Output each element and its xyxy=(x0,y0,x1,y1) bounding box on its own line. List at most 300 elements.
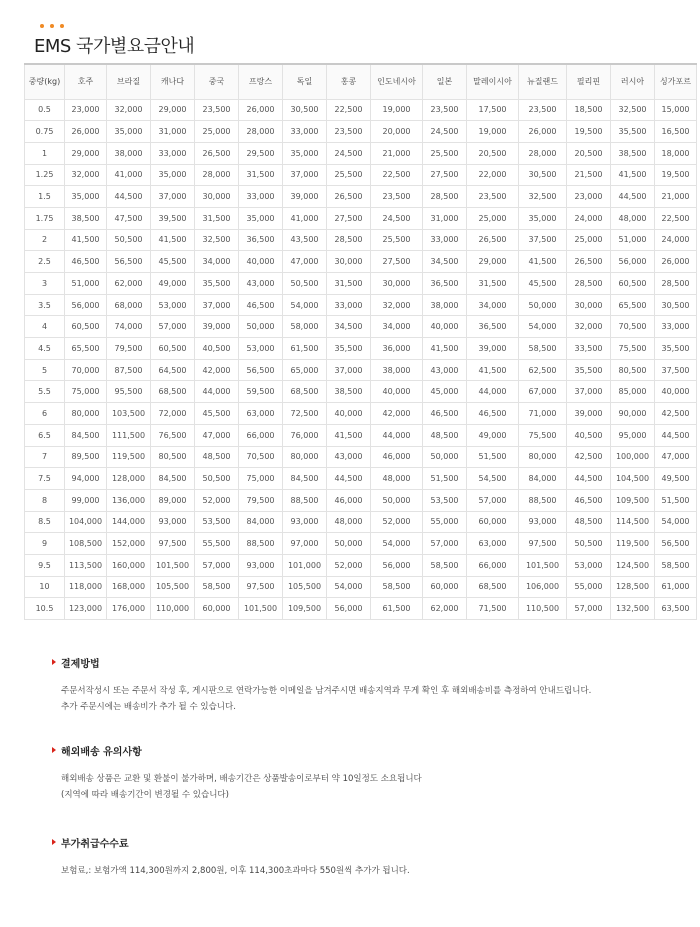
rate-cell: 55,000 xyxy=(423,511,467,533)
rate-cell: 41,500 xyxy=(519,251,567,273)
weight-cell: 6.5 xyxy=(25,424,65,446)
rate-cell: 106,000 xyxy=(519,576,567,598)
section-body xyxy=(61,771,422,803)
weight-cell: 8.5 xyxy=(25,511,65,533)
column-header-weight: 중량(kg) xyxy=(25,64,65,99)
rate-cell: 35,000 xyxy=(519,207,567,229)
rate-cell: 41,500 xyxy=(611,164,655,186)
rate-cell: 17,500 xyxy=(467,99,519,121)
rate-cell: 88,500 xyxy=(283,489,327,511)
rate-cell: 37,500 xyxy=(655,359,697,381)
rate-cell: 128,000 xyxy=(107,468,151,490)
rate-cell: 58,000 xyxy=(283,316,327,338)
rate-cell: 62,000 xyxy=(107,273,151,295)
column-header-country: 싱가포르 xyxy=(655,64,697,99)
rate-cell: 68,500 xyxy=(283,381,327,403)
rate-cell: 56,500 xyxy=(107,251,151,273)
rate-cell: 41,500 xyxy=(467,359,519,381)
rate-cell: 68,500 xyxy=(151,381,195,403)
rate-cell: 40,000 xyxy=(239,251,283,273)
rate-cell: 41,500 xyxy=(151,229,195,251)
rate-cell: 38,500 xyxy=(65,207,107,229)
rate-cell: 33,000 xyxy=(239,186,283,208)
rate-cell: 168,000 xyxy=(107,576,151,598)
rate-cell: 44,500 xyxy=(567,468,611,490)
table-row xyxy=(25,316,697,338)
rate-cell: 29,000 xyxy=(65,142,107,164)
rate-cell: 119,500 xyxy=(107,446,151,468)
weight-cell: 5 xyxy=(25,359,65,381)
rate-cell: 31,000 xyxy=(151,121,195,143)
rate-cell: 47,000 xyxy=(283,251,327,273)
table-row xyxy=(25,294,697,316)
rate-cell: 33,000 xyxy=(327,294,371,316)
rate-cell: 47,500 xyxy=(107,207,151,229)
weight-cell: 9 xyxy=(25,533,65,555)
rate-cell: 33,000 xyxy=(283,121,327,143)
section-body xyxy=(61,683,591,715)
rate-cell: 23,500 xyxy=(327,121,371,143)
rate-cell: 45,500 xyxy=(519,273,567,295)
rate-cell: 36,500 xyxy=(423,273,467,295)
weight-cell: 1.25 xyxy=(25,164,65,186)
rate-cell: 26,000 xyxy=(655,251,697,273)
rate-cell: 26,500 xyxy=(467,229,519,251)
rate-cell: 49,500 xyxy=(655,468,697,490)
rate-cell: 28,500 xyxy=(327,229,371,251)
rate-cell: 22,500 xyxy=(327,99,371,121)
rate-cell: 43,000 xyxy=(239,273,283,295)
page-header xyxy=(34,22,194,58)
table-row xyxy=(25,186,697,208)
rate-cell: 30,500 xyxy=(655,294,697,316)
rate-cell: 50,500 xyxy=(283,273,327,295)
rate-cell: 74,000 xyxy=(107,316,151,338)
rate-cell: 58,500 xyxy=(195,576,239,598)
table-row xyxy=(25,338,697,360)
rate-cell: 114,500 xyxy=(611,511,655,533)
rate-cell: 35,500 xyxy=(567,359,611,381)
table-row xyxy=(25,381,697,403)
column-header-country: 뉴질랜드 xyxy=(519,64,567,99)
rate-cell: 60,000 xyxy=(467,511,519,533)
rate-cell: 70,500 xyxy=(611,316,655,338)
rate-cell: 79,500 xyxy=(239,489,283,511)
table-row xyxy=(25,446,697,468)
rate-cell: 57,000 xyxy=(567,598,611,620)
rate-cell: 25,500 xyxy=(371,229,423,251)
rate-cell: 28,500 xyxy=(655,273,697,295)
section-payment xyxy=(52,655,591,715)
dot-icon xyxy=(40,24,44,28)
weight-cell: 0.75 xyxy=(25,121,65,143)
arrow-right-icon xyxy=(52,839,56,845)
rate-cell: 104,000 xyxy=(65,511,107,533)
rate-cell: 61,000 xyxy=(655,576,697,598)
rate-cell: 84,000 xyxy=(239,511,283,533)
rate-cell: 39,000 xyxy=(283,186,327,208)
rate-cell: 23,500 xyxy=(423,99,467,121)
rate-cell: 42,000 xyxy=(195,359,239,381)
rate-cell: 109,500 xyxy=(283,598,327,620)
rate-cell: 35,500 xyxy=(327,338,371,360)
rate-cell: 72,500 xyxy=(283,403,327,425)
rate-cell: 36,000 xyxy=(371,338,423,360)
dot-icon xyxy=(50,24,54,28)
rate-cell: 40,500 xyxy=(567,424,611,446)
rate-cell: 80,500 xyxy=(151,446,195,468)
rate-cell: 43,500 xyxy=(283,229,327,251)
rate-cell: 23,500 xyxy=(467,186,519,208)
table-row xyxy=(25,164,697,186)
weight-cell: 6 xyxy=(25,403,65,425)
rate-cell: 31,500 xyxy=(467,273,519,295)
rate-cell: 50,500 xyxy=(107,229,151,251)
rate-cell: 46,000 xyxy=(327,489,371,511)
arrow-right-icon xyxy=(52,747,56,753)
rate-cell: 103,500 xyxy=(107,403,151,425)
rate-cell: 94,000 xyxy=(65,468,107,490)
rate-cell: 39,000 xyxy=(195,316,239,338)
rate-cell: 23,500 xyxy=(519,99,567,121)
rate-cell: 60,500 xyxy=(65,316,107,338)
rate-cell: 43,000 xyxy=(327,446,371,468)
rate-cell: 24,500 xyxy=(327,142,371,164)
rates-table xyxy=(24,63,697,620)
rate-cell: 35,500 xyxy=(195,273,239,295)
weight-cell: 2 xyxy=(25,229,65,251)
table-row xyxy=(25,403,697,425)
rate-cell: 22,500 xyxy=(371,164,423,186)
rate-cell: 24,000 xyxy=(655,229,697,251)
rate-cell: 70,000 xyxy=(65,359,107,381)
weight-cell: 10 xyxy=(25,576,65,598)
rate-cell: 75,500 xyxy=(519,424,567,446)
rate-cell: 113,500 xyxy=(65,554,107,576)
rate-cell: 49,000 xyxy=(467,424,519,446)
section-title: 부가취급수수료 xyxy=(61,838,129,850)
rate-cell: 56,000 xyxy=(611,251,655,273)
weight-cell: 3 xyxy=(25,273,65,295)
rate-cell: 37,000 xyxy=(283,164,327,186)
rate-cell: 44,000 xyxy=(371,424,423,446)
rate-cell: 105,500 xyxy=(283,576,327,598)
rate-cell: 52,000 xyxy=(371,511,423,533)
rate-cell: 152,000 xyxy=(107,533,151,555)
rate-cell: 31,500 xyxy=(195,207,239,229)
rate-cell: 23,500 xyxy=(371,186,423,208)
rate-cell: 34,500 xyxy=(423,251,467,273)
rate-cell: 53,500 xyxy=(423,489,467,511)
rate-cell: 42,500 xyxy=(655,403,697,425)
rate-cell: 64,500 xyxy=(151,359,195,381)
rate-cell: 132,500 xyxy=(611,598,655,620)
rate-cell: 22,500 xyxy=(655,207,697,229)
weight-cell: 9.5 xyxy=(25,554,65,576)
section-handling-fee xyxy=(52,835,410,879)
table-row xyxy=(25,99,697,121)
rate-cell: 28,000 xyxy=(519,142,567,164)
section-title: 결제방법 xyxy=(61,658,100,670)
rate-cell: 35,000 xyxy=(107,121,151,143)
rate-cell: 47,000 xyxy=(655,446,697,468)
dot-icon xyxy=(60,24,64,28)
rate-cell: 25,000 xyxy=(195,121,239,143)
rate-cell: 37,000 xyxy=(567,381,611,403)
rate-cell: 101,500 xyxy=(519,554,567,576)
weight-cell: 0.5 xyxy=(25,99,65,121)
weight-cell: 4 xyxy=(25,316,65,338)
rate-cell: 54,000 xyxy=(519,316,567,338)
column-header-country: 인도네시아 xyxy=(371,64,423,99)
rate-cell: 56,500 xyxy=(655,533,697,555)
rate-cell: 44,000 xyxy=(467,381,519,403)
column-header-country: 말레이시아 xyxy=(467,64,519,99)
rate-cell: 26,500 xyxy=(195,142,239,164)
column-header-country: 러시아 xyxy=(611,64,655,99)
rate-cell: 56,000 xyxy=(65,294,107,316)
rate-cell: 25,500 xyxy=(423,142,467,164)
table-row xyxy=(25,207,697,229)
section-line: 보험료,: 보험가액 114,300원까지 2,800원, 이후 114,300초과마다 550원씩 추가가 됩니다. xyxy=(61,866,410,876)
arrow-right-icon xyxy=(52,659,56,665)
column-header-country: 캐나다 xyxy=(151,64,195,99)
rate-cell: 31,000 xyxy=(423,207,467,229)
table-row xyxy=(25,121,697,143)
rate-cell: 38,500 xyxy=(611,142,655,164)
table-row xyxy=(25,142,697,164)
weight-cell: 7.5 xyxy=(25,468,65,490)
rate-cell: 58,500 xyxy=(423,554,467,576)
rate-cell: 32,500 xyxy=(519,186,567,208)
rate-cell: 19,000 xyxy=(371,99,423,121)
rate-cell: 84,500 xyxy=(283,468,327,490)
rate-cell: 51,500 xyxy=(467,446,519,468)
rate-cell: 24,500 xyxy=(423,121,467,143)
column-header-country: 독일 xyxy=(283,64,327,99)
rate-cell: 93,000 xyxy=(283,511,327,533)
rate-cell: 26,000 xyxy=(519,121,567,143)
rate-cell: 58,500 xyxy=(655,554,697,576)
rate-cell: 46,500 xyxy=(423,403,467,425)
weight-cell: 5.5 xyxy=(25,381,65,403)
weight-cell: 2.5 xyxy=(25,251,65,273)
rate-cell: 71,500 xyxy=(467,598,519,620)
rate-cell: 66,000 xyxy=(467,554,519,576)
rate-cell: 37,000 xyxy=(195,294,239,316)
rate-cell: 84,500 xyxy=(65,424,107,446)
rate-cell: 33,000 xyxy=(151,142,195,164)
rate-cell: 39,000 xyxy=(467,338,519,360)
rate-cell: 56,500 xyxy=(239,359,283,381)
rate-cell: 43,000 xyxy=(423,359,467,381)
table-row xyxy=(25,251,697,273)
rate-cell: 54,000 xyxy=(283,294,327,316)
rate-cell: 58,500 xyxy=(371,576,423,598)
rate-cell: 32,000 xyxy=(567,316,611,338)
rate-cell: 20,500 xyxy=(567,142,611,164)
rate-cell: 99,000 xyxy=(65,489,107,511)
rate-cell: 28,000 xyxy=(195,164,239,186)
rate-cell: 50,000 xyxy=(371,489,423,511)
rate-cell: 80,000 xyxy=(283,446,327,468)
rate-cell: 45,000 xyxy=(423,381,467,403)
rate-cell: 70,500 xyxy=(239,446,283,468)
rate-cell: 44,000 xyxy=(195,381,239,403)
column-header-country: 필리핀 xyxy=(567,64,611,99)
rate-cell: 47,000 xyxy=(195,424,239,446)
rate-cell: 88,500 xyxy=(239,533,283,555)
rate-cell: 31,500 xyxy=(327,273,371,295)
table-header-row xyxy=(25,64,697,99)
rate-cell: 38,000 xyxy=(107,142,151,164)
rate-cell: 51,500 xyxy=(423,468,467,490)
rate-cell: 63,000 xyxy=(239,403,283,425)
rate-cell: 41,000 xyxy=(107,164,151,186)
rate-cell: 72,000 xyxy=(151,403,195,425)
rate-cell: 32,000 xyxy=(371,294,423,316)
rate-cell: 36,500 xyxy=(239,229,283,251)
rate-cell: 55,500 xyxy=(195,533,239,555)
rate-cell: 53,000 xyxy=(151,294,195,316)
rate-cell: 48,500 xyxy=(567,511,611,533)
rate-cell: 48,000 xyxy=(611,207,655,229)
section-line: 추가 주문시에는 배송비가 추가 될 수 있습니다. xyxy=(61,702,236,712)
rate-cell: 57,000 xyxy=(151,316,195,338)
rate-cell: 109,500 xyxy=(611,489,655,511)
weight-cell: 1.5 xyxy=(25,186,65,208)
rate-cell: 104,500 xyxy=(611,468,655,490)
rate-cell: 87,500 xyxy=(107,359,151,381)
rate-cell: 51,000 xyxy=(611,229,655,251)
table-row xyxy=(25,424,697,446)
rate-cell: 101,000 xyxy=(283,554,327,576)
rate-cell: 80,000 xyxy=(519,446,567,468)
rate-cell: 100,000 xyxy=(611,446,655,468)
rate-cell: 19,000 xyxy=(467,121,519,143)
rate-cell: 105,500 xyxy=(151,576,195,598)
rate-cell: 89,000 xyxy=(151,489,195,511)
rate-cell: 32,500 xyxy=(611,99,655,121)
rate-cell: 37,000 xyxy=(151,186,195,208)
rate-cell: 68,000 xyxy=(107,294,151,316)
rate-cell: 57,000 xyxy=(467,489,519,511)
rate-cell: 97,500 xyxy=(239,576,283,598)
rate-cell: 160,000 xyxy=(107,554,151,576)
rate-cell: 28,500 xyxy=(423,186,467,208)
rate-cell: 108,500 xyxy=(65,533,107,555)
rate-cell: 40,000 xyxy=(655,381,697,403)
rate-cell: 48,500 xyxy=(423,424,467,446)
rate-cell: 68,500 xyxy=(467,576,519,598)
column-header-country: 프랑스 xyxy=(239,64,283,99)
rate-cell: 29,000 xyxy=(467,251,519,273)
rate-cell: 32,500 xyxy=(195,229,239,251)
weight-cell: 1 xyxy=(25,142,65,164)
rate-cell: 55,000 xyxy=(567,576,611,598)
rate-cell: 38,000 xyxy=(371,359,423,381)
rate-cell: 95,500 xyxy=(107,381,151,403)
rate-cell: 18,500 xyxy=(567,99,611,121)
rate-cell: 93,000 xyxy=(151,511,195,533)
rate-cell: 40,000 xyxy=(371,381,423,403)
rate-cell: 97,500 xyxy=(151,533,195,555)
rate-cell: 51,000 xyxy=(65,273,107,295)
rate-cell: 76,500 xyxy=(151,424,195,446)
rate-cell: 65,500 xyxy=(611,294,655,316)
rate-cell: 61,500 xyxy=(371,598,423,620)
rate-cell: 41,500 xyxy=(423,338,467,360)
weight-cell: 7 xyxy=(25,446,65,468)
rate-cell: 21,000 xyxy=(371,142,423,164)
rate-cell: 44,500 xyxy=(327,468,371,490)
rate-cell: 71,000 xyxy=(519,403,567,425)
rate-cell: 48,000 xyxy=(371,468,423,490)
table-row xyxy=(25,359,697,381)
rate-cell: 24,000 xyxy=(567,207,611,229)
rate-cell: 27,500 xyxy=(327,207,371,229)
rate-cell: 60,500 xyxy=(611,273,655,295)
rate-cell: 22,000 xyxy=(467,164,519,186)
column-header-country: 일본 xyxy=(423,64,467,99)
rate-cell: 30,500 xyxy=(283,99,327,121)
rate-cell: 80,000 xyxy=(65,403,107,425)
rate-cell: 30,000 xyxy=(371,273,423,295)
rate-cell: 101,500 xyxy=(239,598,283,620)
rate-cell: 54,000 xyxy=(655,511,697,533)
rate-cell: 45,500 xyxy=(151,251,195,273)
rate-cell: 49,000 xyxy=(151,273,195,295)
weight-cell: 10.5 xyxy=(25,598,65,620)
rate-cell: 144,000 xyxy=(107,511,151,533)
table-row xyxy=(25,468,697,490)
rate-cell: 79,500 xyxy=(107,338,151,360)
rate-cell: 110,500 xyxy=(519,598,567,620)
rate-cell: 37,000 xyxy=(327,359,371,381)
rate-cell: 15,000 xyxy=(655,99,697,121)
rate-cell: 44,500 xyxy=(107,186,151,208)
rate-cell: 45,500 xyxy=(195,403,239,425)
rate-cell: 85,000 xyxy=(611,381,655,403)
column-header-country: 홍콩 xyxy=(327,64,371,99)
rate-cell: 38,500 xyxy=(327,381,371,403)
rate-cell: 56,000 xyxy=(371,554,423,576)
rate-cell: 34,500 xyxy=(327,316,371,338)
rate-cell: 28,000 xyxy=(239,121,283,143)
rate-cell: 24,500 xyxy=(371,207,423,229)
rate-cell: 97,000 xyxy=(283,533,327,555)
rate-cell: 63,500 xyxy=(655,598,697,620)
column-header-country: 중국 xyxy=(195,64,239,99)
rate-cell: 21,500 xyxy=(567,164,611,186)
rate-cell: 46,000 xyxy=(371,446,423,468)
rate-cell: 18,000 xyxy=(655,142,697,164)
rate-cell: 19,500 xyxy=(655,164,697,186)
rate-cell: 80,500 xyxy=(611,359,655,381)
rate-cell: 176,000 xyxy=(107,598,151,620)
rate-cell: 25,000 xyxy=(467,207,519,229)
rate-cell: 88,500 xyxy=(519,489,567,511)
rate-cell: 35,000 xyxy=(239,207,283,229)
rate-cell: 84,500 xyxy=(151,468,195,490)
rate-cell: 29,500 xyxy=(239,142,283,164)
rate-cell: 118,000 xyxy=(65,576,107,598)
rate-cell: 60,000 xyxy=(195,598,239,620)
rate-cell: 30,000 xyxy=(327,251,371,273)
rate-cell: 62,500 xyxy=(519,359,567,381)
rate-cell: 35,500 xyxy=(655,338,697,360)
rate-cell: 54,500 xyxy=(467,468,519,490)
